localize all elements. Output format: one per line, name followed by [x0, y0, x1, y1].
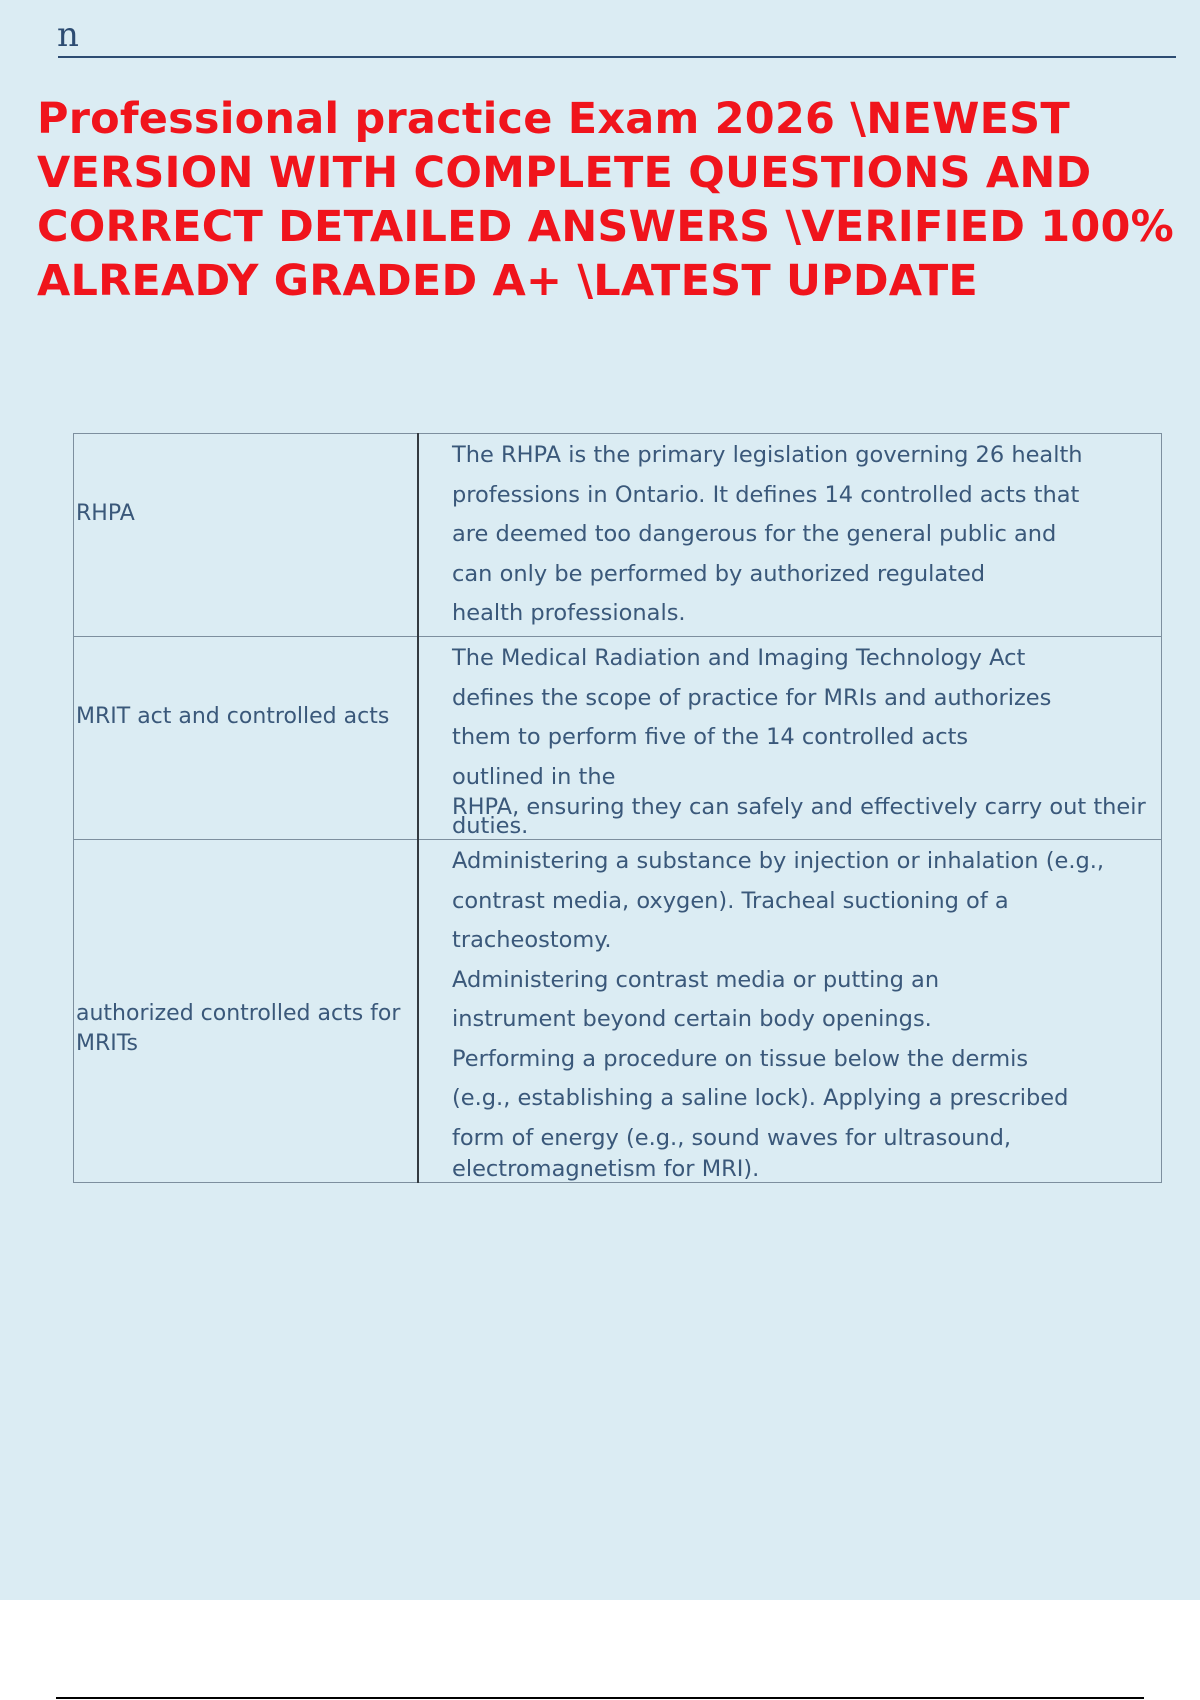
table-row — [74, 840, 1162, 1183]
definition-line: can only be performed by authorized regulated — [452, 560, 986, 587]
definition-line: defines the scope of practice for MRIs and authorizes — [452, 684, 1052, 711]
term-cell — [74, 840, 419, 1183]
definition-line: RHPA, ensuring they can safely and effectively carry out their — [452, 794, 1146, 820]
footer-rule — [56, 1697, 1144, 1699]
definition-line: Performing a procedure on tissue below the dermis — [452, 1045, 1029, 1072]
definition-cell — [418, 840, 1162, 1183]
header-rule — [58, 56, 1176, 58]
definition-line: are deemed too dangerous for the general public and — [452, 521, 1057, 547]
definition-line: duties. — [452, 813, 529, 839]
term-text: RHPA — [76, 501, 135, 526]
definition-line: them to perform five of the 14 controlled acts — [452, 724, 969, 750]
term-cell — [74, 637, 419, 840]
definition-line: contrast media, oxygen). Tracheal suctioning of a — [452, 887, 1009, 914]
document-title: Professional practice Exam 2026 \NEWEST VERSION WITH COMPLETE QUESTIONS AND CORRECT DETAILED ANSWERS \VERIFIED 100% ALREADY GRADED A+ \LATEST UPDATE — [37, 94, 1174, 306]
definition-line: instrument beyond certain body openings. — [452, 1006, 932, 1032]
definition-line: The Medical Radiation and Imaging Technology Act — [452, 645, 1026, 671]
definition-line: Administering contrast media or putting an — [452, 966, 940, 993]
definition-cell — [418, 637, 1162, 840]
header-mark: n — [57, 15, 79, 55]
term-text: authorized controlled acts for MRITs — [76, 1001, 401, 1056]
definition-line: professions in Ontario. It defines 14 controlled acts that — [452, 481, 1080, 508]
definition-line: electromagnetism for MRI). — [452, 1156, 760, 1182]
qa-table — [73, 433, 1162, 1183]
term-text: MRIT act and controlled acts — [76, 704, 390, 729]
definition-line: health professionals. — [452, 600, 686, 626]
definition-line: tracheostomy. — [452, 927, 612, 953]
definition-line: Administering a substance by injection or inhalation (e.g., — [452, 848, 1105, 874]
definition-line: The RHPA is the primary legislation governing 26 health — [452, 442, 1083, 468]
term-cell — [74, 434, 419, 637]
definition-line: form of energy (e.g., sound waves for ultrasound, — [452, 1124, 1012, 1151]
table-row — [74, 434, 1162, 637]
definition-line: (e.g., establishing a saline lock). Applying a prescribed — [452, 1085, 1069, 1111]
table-row — [74, 637, 1162, 840]
definition-cell — [418, 434, 1162, 637]
definition-line: outlined in the — [452, 763, 616, 790]
